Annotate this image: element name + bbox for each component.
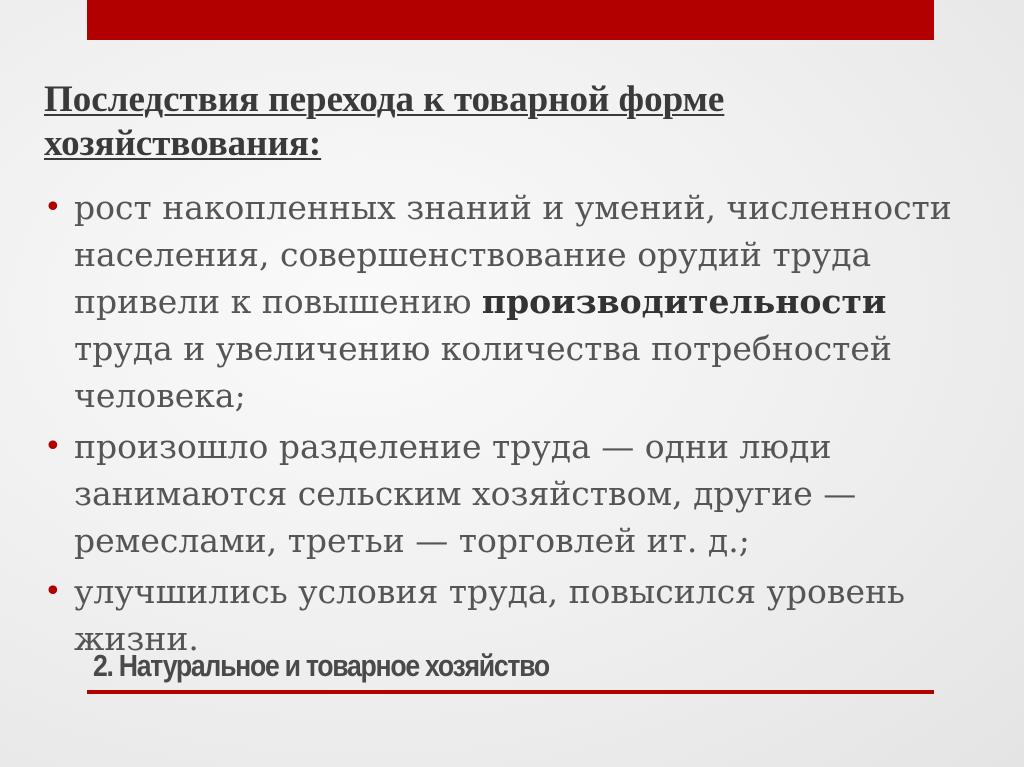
bullet-dot-icon: • xyxy=(44,429,62,464)
list-item xyxy=(44,423,984,564)
bullet-text-after: труда и увеличению количества потребностей человека; xyxy=(74,329,892,415)
bullet-text: произошло разделение труда — одни люди занимаются сельским хозяйством, другие — ремеслами, третьи — торговлей ит. д.; xyxy=(74,427,857,560)
bullet-text: улучшились условия труда, повысился уровень жизни. xyxy=(74,572,905,658)
bullet-dot-icon: • xyxy=(44,574,62,609)
bullet-list xyxy=(44,184,984,666)
bullet-dot-icon: • xyxy=(44,190,62,225)
footer-accent-line xyxy=(87,690,934,694)
list-item xyxy=(44,184,984,419)
top-accent-bar xyxy=(87,0,934,40)
bullet-text: рост накопленных знаний и умений, численности населения, совершенствование орудий труда привели к повышению xyxy=(74,188,952,321)
slide-heading: Последствия перехода к товарной форме хозяйствования: xyxy=(44,79,725,164)
footer-title: 2. Натуральное и товарное хозяйство xyxy=(93,648,549,683)
bullet-bold-term: производительности xyxy=(481,282,887,321)
